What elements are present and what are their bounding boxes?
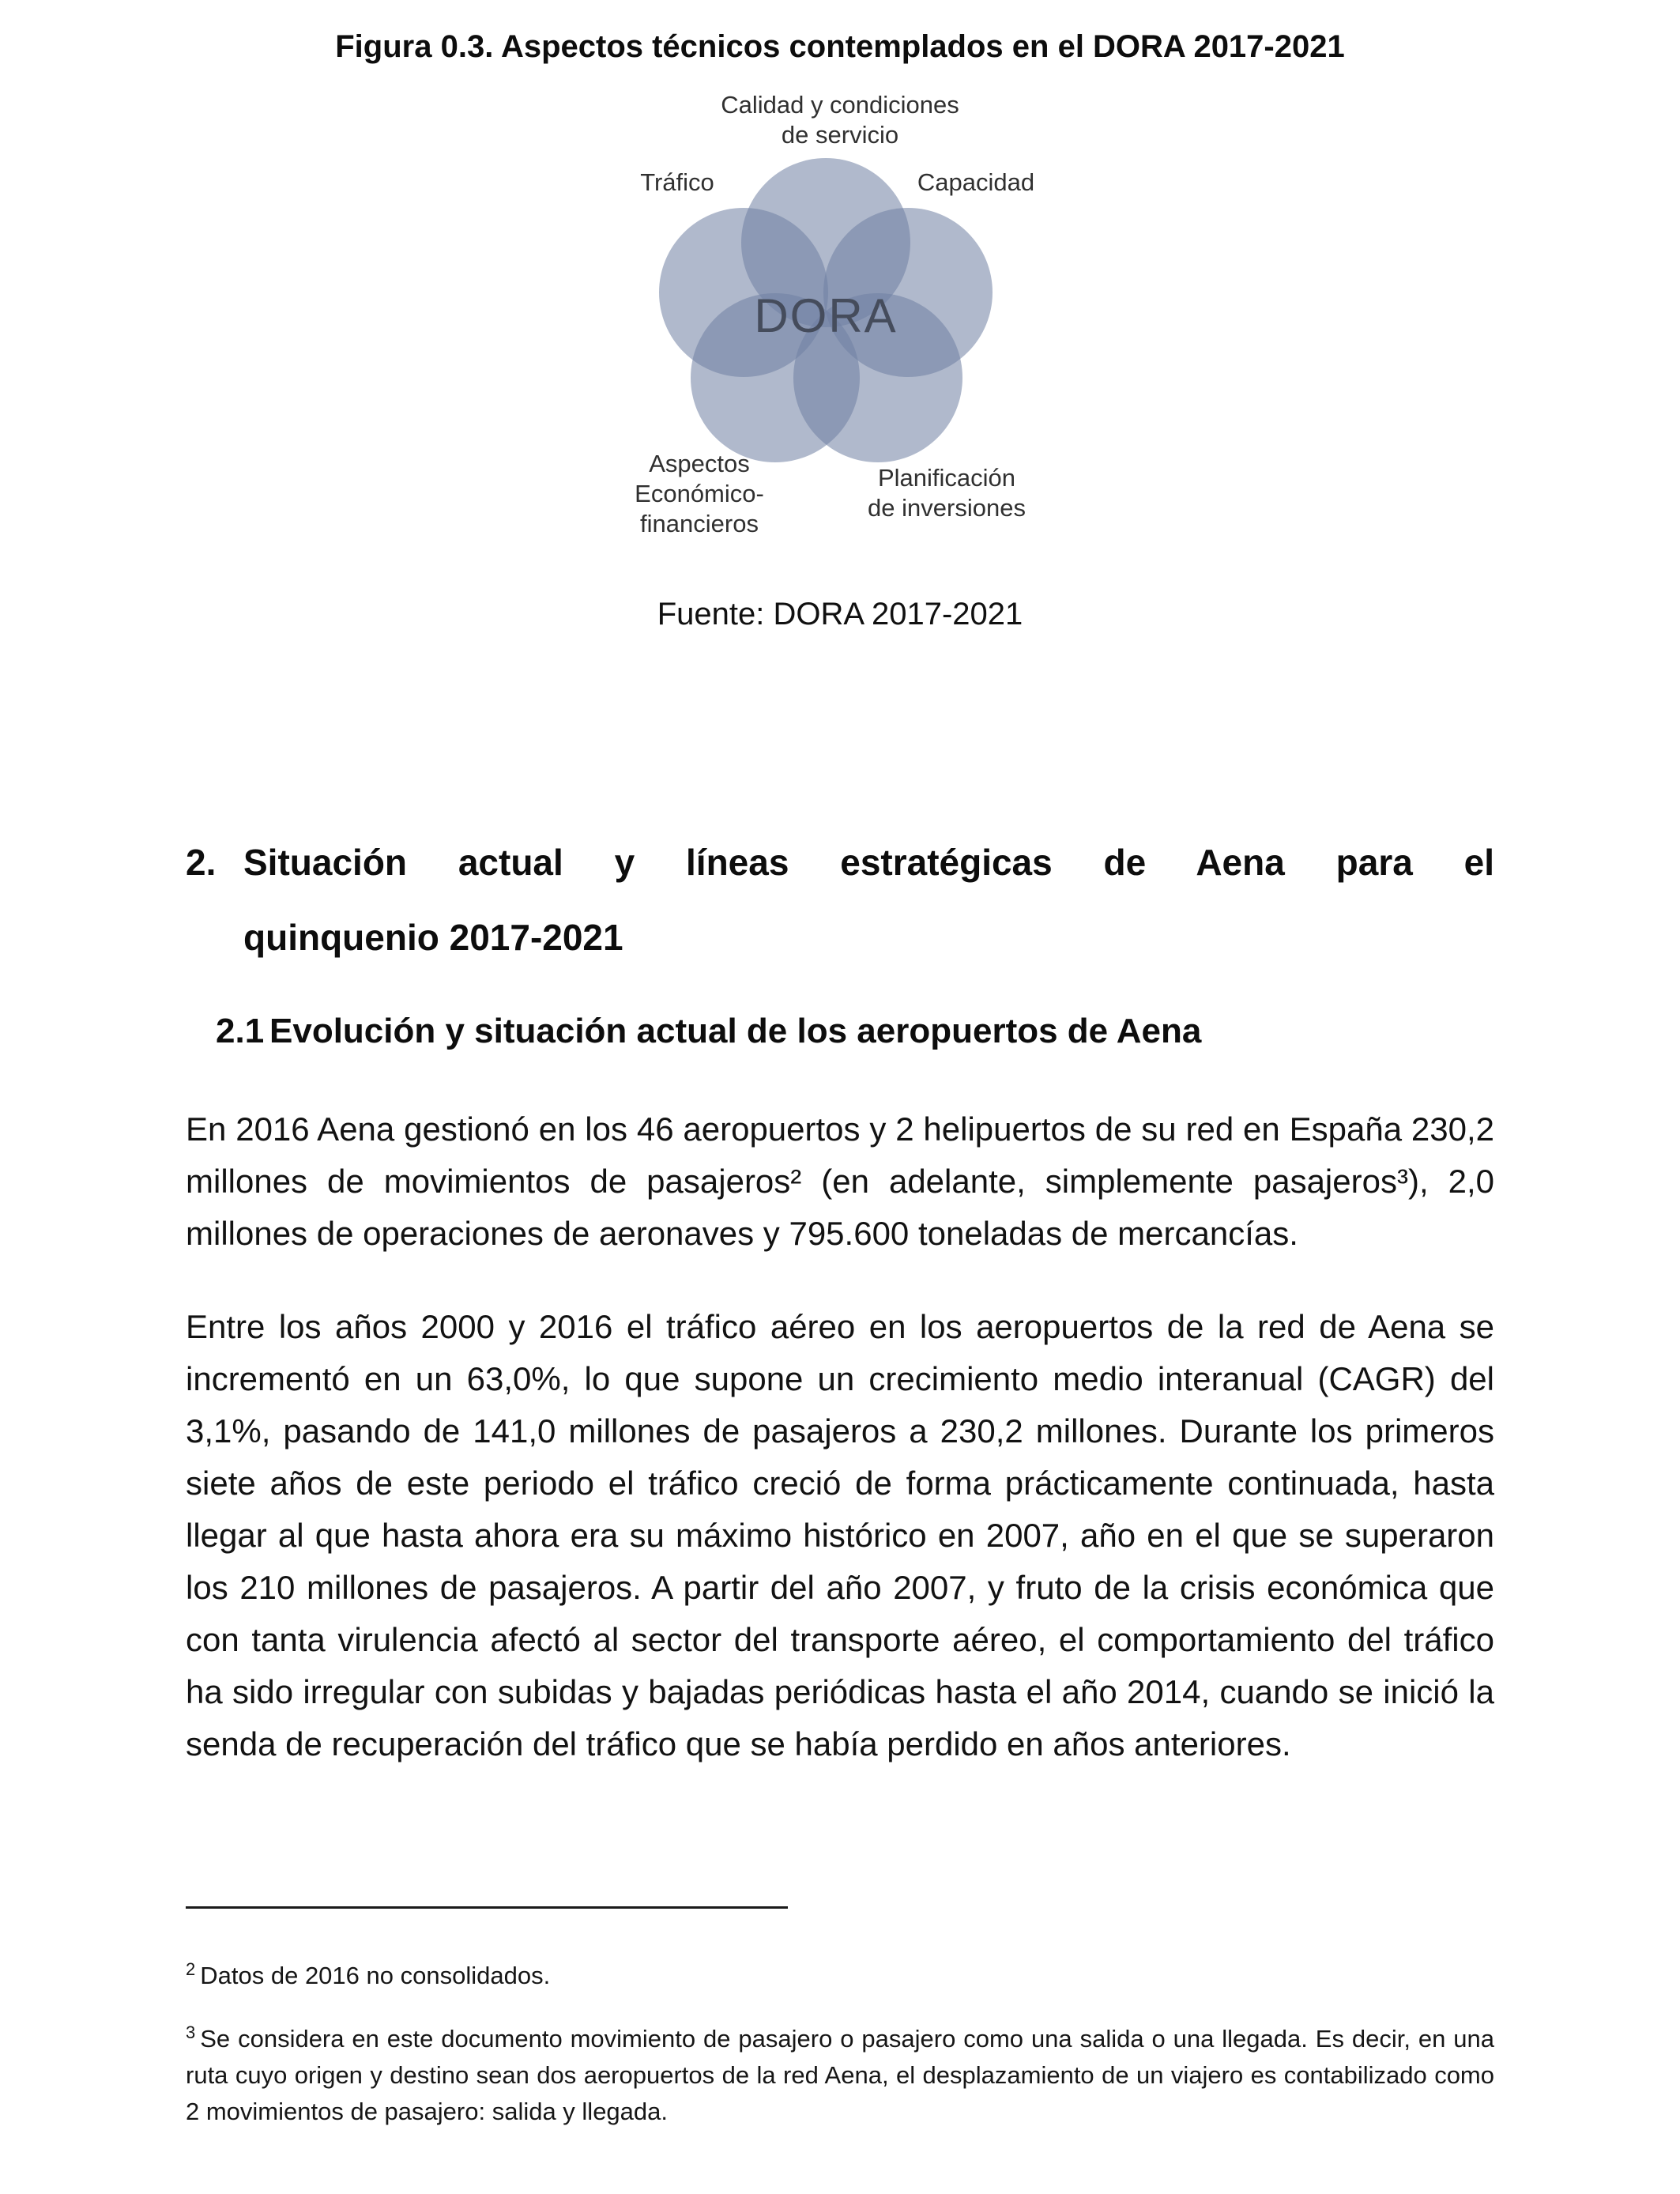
section-title-line1: Situación actual y líneas estratégicas de Aena para el: [243, 842, 1494, 883]
footnote-3-text: Se considera en este documento movimiento de pasajero o pasajero como una salida o una llegada. Es decir, en una ruta cuyo origen y destino sean dos aeropuertos de la red Aena, el desplazamiento de un viajero es contabilizado como 2 movimientos de pasajero: salida y llegada.: [186, 2025, 1494, 2125]
subsection-number: 2.1: [216, 1012, 265, 1050]
footnote-3: [186, 2021, 1494, 2130]
diagram-label-capacidad: Capacidad: [917, 168, 1035, 196]
footnote-2: [186, 1958, 1494, 1994]
diagram-label-economico-line2: Económico-: [635, 480, 764, 507]
footnote-3-marker: 3: [186, 2022, 196, 2042]
diagram-label-calidad-line1: Calidad y condiciones: [721, 91, 959, 119]
diagram-label-calidad-line2: de servicio: [781, 121, 899, 149]
diagram-label-trafico: Tráfico: [640, 168, 714, 196]
diagram-label-inversiones-line1: Planificación: [877, 464, 1016, 492]
figure-title: Figura 0.3. Aspectos técnicos contemplados en el DORA 2017-2021: [335, 29, 1345, 64]
diagram-label-economico-line1: Aspectos: [649, 450, 750, 477]
section-heading: [186, 825, 1494, 975]
footnote-separator-rule: [186, 1906, 788, 1909]
footnote-2-text: Datos de 2016 no consolidados.: [200, 1962, 551, 1989]
footnotes-section: [186, 1906, 1494, 2130]
diagram-center-label: DORA: [754, 289, 898, 342]
diagram-label-inversiones: [853, 463, 1040, 523]
footnote-2-marker: 2: [186, 1958, 196, 1979]
section-title: [243, 825, 1494, 975]
diagram-label-calidad: [484, 90, 1196, 150]
subsection-heading: [216, 1008, 1494, 1054]
figure-source-caption: Fuente: DORA 2017-2021: [657, 597, 1023, 631]
diagram-label-inversiones-line2: de inversiones: [868, 494, 1026, 522]
paragraph-1: En 2016 Aena gestionó en los 46 aeropuertos y 2 helipuertos de su red en España 230,2 millones de movimientos de pasajeros² (en adelante, simplemente pasajeros³), 2,0 millones de operaciones de aeronaves y 795.600 toneladas de mercancías.: [186, 1110, 1494, 1252]
section-number: 2.: [186, 842, 217, 883]
diagram-label-economico-line3: financieros: [640, 510, 759, 537]
subsection-title: Evolución y situación actual de los aeropuertos de Aena: [269, 1012, 1202, 1050]
diagram-label-economico: [607, 449, 792, 539]
section-title-line2: quinquenio 2017-2021: [243, 917, 623, 958]
paragraph-2: Entre los años 2000 y 2016 el tráfico aéreo en los aeropuertos de la red de Aena se incrementó en un 63,0%, lo que supone un crecimiento medio interanual (CAGR) del 3,1%, pasando de 141,0 millones de pasajeros a 230,2 millones. Durante los primeros siete años de este periodo el tráfico creció de forma prácticamente continuada, hasta llegar al que hasta ahora era su máximo histórico en 2007, año en el que se superaron los 210 millones de pasajeros. A partir del año 2007, y fruto de la crisis económica que con tanta virulencia afectó al sector del transporte aéreo, el comportamiento del tráfico ha sido irregular con subidas y bajadas periódicas hasta el año 2014, cuando se inició la senda de recuperación del tráfico que se había perdido en años anteriores.: [186, 1308, 1494, 1762]
dora-venn-diagram: [484, 89, 1196, 555]
